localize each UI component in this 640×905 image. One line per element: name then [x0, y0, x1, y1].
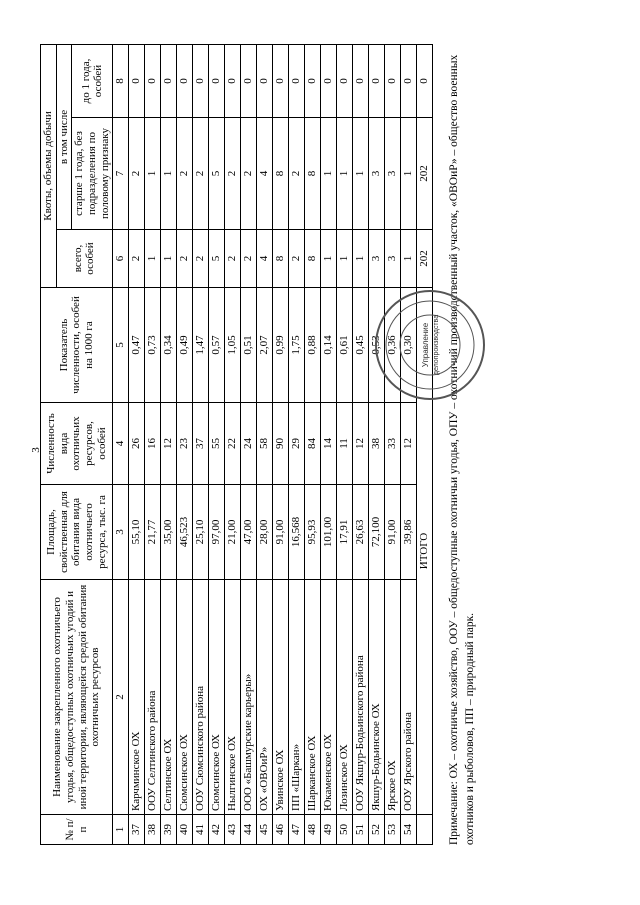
table-row: [305, 44, 321, 844]
table-row: [193, 44, 209, 844]
row-total: 2: [241, 230, 257, 288]
row-young: 0: [385, 44, 401, 117]
row-total: 2: [193, 230, 209, 288]
row-name: Юкаменское ОХ: [321, 580, 337, 815]
row-total: 8: [273, 230, 289, 288]
row-number: 38: [145, 815, 161, 845]
row-young: 0: [321, 44, 337, 117]
row-total: 1: [353, 230, 369, 288]
row-area: 28,00: [257, 485, 273, 580]
row-area: 17,91: [337, 485, 353, 580]
row-total: 2: [177, 230, 193, 288]
header-count: Численность вида охотничьих ресурсов, особей: [41, 403, 113, 485]
row-number: 50: [337, 815, 353, 845]
row-density: 0,53: [369, 288, 385, 403]
row-density: 0,45: [353, 288, 369, 403]
row-adult: 2: [193, 118, 209, 230]
rotated-sheet: [40, 5, 510, 845]
page-number: 3: [30, 447, 42, 453]
col-number: 8: [113, 44, 129, 117]
row-density: 0,14: [321, 288, 337, 403]
row-count: 12: [353, 403, 369, 485]
header-area: Площадь, свойственная для обитания вида охотничьего ресурса, тыс. га: [41, 485, 113, 580]
row-number: 45: [257, 815, 273, 845]
row-density: 0,51: [241, 288, 257, 403]
row-young: 0: [369, 44, 385, 117]
row-count: 23: [177, 403, 193, 485]
row-count: 12: [161, 403, 177, 485]
row-name: Карчминское ОХ: [129, 580, 145, 815]
row-young: 0: [273, 44, 289, 117]
row-adult: 1: [145, 118, 161, 230]
row-adult: 1: [337, 118, 353, 230]
col-number: 4: [113, 403, 129, 485]
col-number: 3: [113, 485, 129, 580]
row-name: Шарканское ОХ: [305, 580, 321, 815]
svg-text:Управление: Управление: [421, 322, 430, 368]
row-count: 90: [273, 403, 289, 485]
row-total: 1: [161, 230, 177, 288]
col-number: 7: [113, 118, 129, 230]
row-name: ООУ Селтинского района: [145, 580, 161, 815]
row-young: 0: [353, 44, 369, 117]
row-total: 2: [129, 230, 145, 288]
row-area: 16,568: [289, 485, 305, 580]
row-density: 0,30: [401, 288, 417, 403]
row-name: Увинское ОХ: [273, 580, 289, 815]
header-young: до 1 года, особей: [72, 44, 113, 117]
header-adult: старше 1 года, без подразделения по половому признаку: [72, 118, 113, 230]
row-number: 46: [273, 815, 289, 845]
row-area: 21,00: [225, 485, 241, 580]
row-area: 95,93: [305, 485, 321, 580]
row-density: 0,49: [177, 288, 193, 403]
quota-table: [40, 44, 433, 845]
row-name: Сюмсинское ОХ: [209, 580, 225, 815]
row-total: 1: [145, 230, 161, 288]
row-count: 29: [289, 403, 305, 485]
row-area: 26,63: [353, 485, 369, 580]
row-number: 42: [209, 815, 225, 845]
row-adult: 8: [273, 118, 289, 230]
row-total: 4: [257, 230, 273, 288]
row-area: 46,523: [177, 485, 193, 580]
table-row: [401, 44, 417, 844]
row-number: 53: [385, 815, 401, 845]
row-number: 39: [161, 815, 177, 845]
col-number: 6: [113, 230, 129, 288]
totals-total: 202: [417, 230, 433, 288]
row-adult: 2: [177, 118, 193, 230]
row-total: 1: [401, 230, 417, 288]
footnote: Примечание: ОХ – охотничье хозяйство, ООУ – общедоступные охотничьи угодья, ОПУ – охотничий производственный участок, «ОВОиР» – общество военных охотников и рыболовов, ПП – природный парк.: [448, 54, 476, 845]
row-adult: 5: [209, 118, 225, 230]
row-young: 0: [145, 44, 161, 117]
row-area: 91,00: [273, 485, 289, 580]
row-young: 0: [209, 44, 225, 117]
row-adult: 1: [401, 118, 417, 230]
row-area: 35,00: [161, 485, 177, 580]
row-total: 2: [225, 230, 241, 288]
row-count: 14: [321, 403, 337, 485]
row-adult: 2: [225, 118, 241, 230]
row-name: ООО «Башмурские карьеры»: [241, 580, 257, 815]
totals-label: ИТОГО: [417, 288, 433, 815]
row-adult: 1: [321, 118, 337, 230]
row-area: 72,100: [369, 485, 385, 580]
row-adult: 1: [161, 118, 177, 230]
row-young: 0: [177, 44, 193, 117]
row-density: 0,57: [209, 288, 225, 403]
row-count: 84: [305, 403, 321, 485]
row-number: 43: [225, 815, 241, 845]
row-count: 26: [129, 403, 145, 485]
table-row: [321, 44, 337, 844]
table-row: [353, 44, 369, 844]
row-number: 37: [129, 815, 145, 845]
row-area: 47,00: [241, 485, 257, 580]
table-row: [225, 44, 241, 844]
column-number-row: [113, 44, 129, 844]
row-name: ООУ Сюмсинского района: [193, 580, 209, 815]
row-young: 0: [305, 44, 321, 117]
table-row: [289, 44, 305, 844]
row-area: 101,00: [321, 485, 337, 580]
row-name: Лозинское ОХ: [337, 580, 353, 815]
header-total: всего, особей: [56, 230, 113, 288]
table-row: [145, 44, 161, 844]
row-total: 3: [385, 230, 401, 288]
row-density: 1,75: [289, 288, 305, 403]
row-young: 0: [193, 44, 209, 117]
row-name: ООУ Ярского района: [401, 580, 417, 815]
row-total: 1: [337, 230, 353, 288]
row-count: 11: [337, 403, 353, 485]
totals-adult: 202: [417, 118, 433, 230]
col-number: 1: [113, 815, 129, 845]
row-young: 0: [241, 44, 257, 117]
header-quota-group: Квоты, объемы добычи: [41, 44, 57, 287]
table-row: [273, 44, 289, 844]
row-young: 0: [257, 44, 273, 117]
row-count: 16: [145, 403, 161, 485]
row-name: ПП «Шаркан»: [289, 580, 305, 815]
row-density: 0,36: [385, 288, 401, 403]
row-density: 0,88: [305, 288, 321, 403]
row-name: Селтинское ОХ: [161, 580, 177, 815]
row-count: 24: [241, 403, 257, 485]
row-number: 47: [289, 815, 305, 845]
row-young: 0: [161, 44, 177, 117]
row-name: Ярское ОХ: [385, 580, 401, 815]
row-density: 1,47: [193, 288, 209, 403]
row-total: 3: [369, 230, 385, 288]
row-area: 39,86: [401, 485, 417, 580]
row-name: ОХ «ОВОиР»: [257, 580, 273, 815]
row-count: 38: [369, 403, 385, 485]
table-row: [241, 44, 257, 844]
table-row: [161, 44, 177, 844]
row-name: Якшур-Бодьинское ОХ: [369, 580, 385, 815]
row-adult: 3: [385, 118, 401, 230]
row-adult: 2: [129, 118, 145, 230]
row-number: 44: [241, 815, 257, 845]
row-young: 0: [225, 44, 241, 117]
row-young: 0: [289, 44, 305, 117]
row-adult: 8: [305, 118, 321, 230]
row-adult: 2: [241, 118, 257, 230]
row-young: 0: [129, 44, 145, 117]
row-name: Сюмсинское ОХ: [177, 580, 193, 815]
row-count: 55: [209, 403, 225, 485]
row-adult: 2: [289, 118, 305, 230]
header-num: № п/п: [41, 815, 113, 845]
row-total: 2: [289, 230, 305, 288]
row-young: 0: [401, 44, 417, 117]
col-number: 5: [113, 288, 129, 403]
table-row: [129, 44, 145, 844]
header-name: Наименование закрепленного охотничьего угодья, общедоступных охотничьих угодий и иной территории, являющейся средой обитания охотничьих ресурсов: [41, 580, 113, 815]
header-density: Показатель численности, особей на 1000 га: [41, 288, 113, 403]
table-body: [129, 44, 417, 844]
totals-row: [417, 44, 433, 844]
col-number: 2: [113, 580, 129, 815]
row-number: 51: [353, 815, 369, 845]
row-area: 97,00: [209, 485, 225, 580]
row-density: 1,05: [225, 288, 241, 403]
official-seal: [370, 285, 490, 405]
row-count: 22: [225, 403, 241, 485]
row-number: 41: [193, 815, 209, 845]
row-name: Нылгинское ОХ: [225, 580, 241, 815]
svg-text:делопроизводства: делопроизводства: [433, 314, 440, 376]
row-count: 33: [385, 403, 401, 485]
totals-young: 0: [417, 44, 433, 117]
row-count: 37: [193, 403, 209, 485]
row-density: 2,07: [257, 288, 273, 403]
row-number: 48: [305, 815, 321, 845]
row-total: 5: [209, 230, 225, 288]
row-area: 55,10: [129, 485, 145, 580]
table-row: [177, 44, 193, 844]
row-number: 49: [321, 815, 337, 845]
row-number: 52: [369, 815, 385, 845]
row-total: 1: [321, 230, 337, 288]
row-density: 0,61: [337, 288, 353, 403]
row-number: 54: [401, 815, 417, 845]
row-area: 25,10: [193, 485, 209, 580]
row-count: 58: [257, 403, 273, 485]
row-count: 12: [401, 403, 417, 485]
row-density: 0,73: [145, 288, 161, 403]
row-number: 40: [177, 815, 193, 845]
row-young: 0: [337, 44, 353, 117]
row-total: 8: [305, 230, 321, 288]
row-density: 0,34: [161, 288, 177, 403]
table-row: [369, 44, 385, 844]
table-row: [257, 44, 273, 844]
table-row: [209, 44, 225, 844]
row-adult: 3: [369, 118, 385, 230]
row-adult: 4: [257, 118, 273, 230]
table-row: [385, 44, 401, 844]
table-row: [337, 44, 353, 844]
row-area: 21,77: [145, 485, 161, 580]
row-density: 0,99: [273, 288, 289, 403]
row-adult: 1: [353, 118, 369, 230]
row-area: 91,00: [385, 485, 401, 580]
row-density: 0,47: [129, 288, 145, 403]
header-including: в том числе: [56, 44, 72, 229]
row-name: ООУ Якшур-Бодьинского района: [353, 580, 369, 815]
